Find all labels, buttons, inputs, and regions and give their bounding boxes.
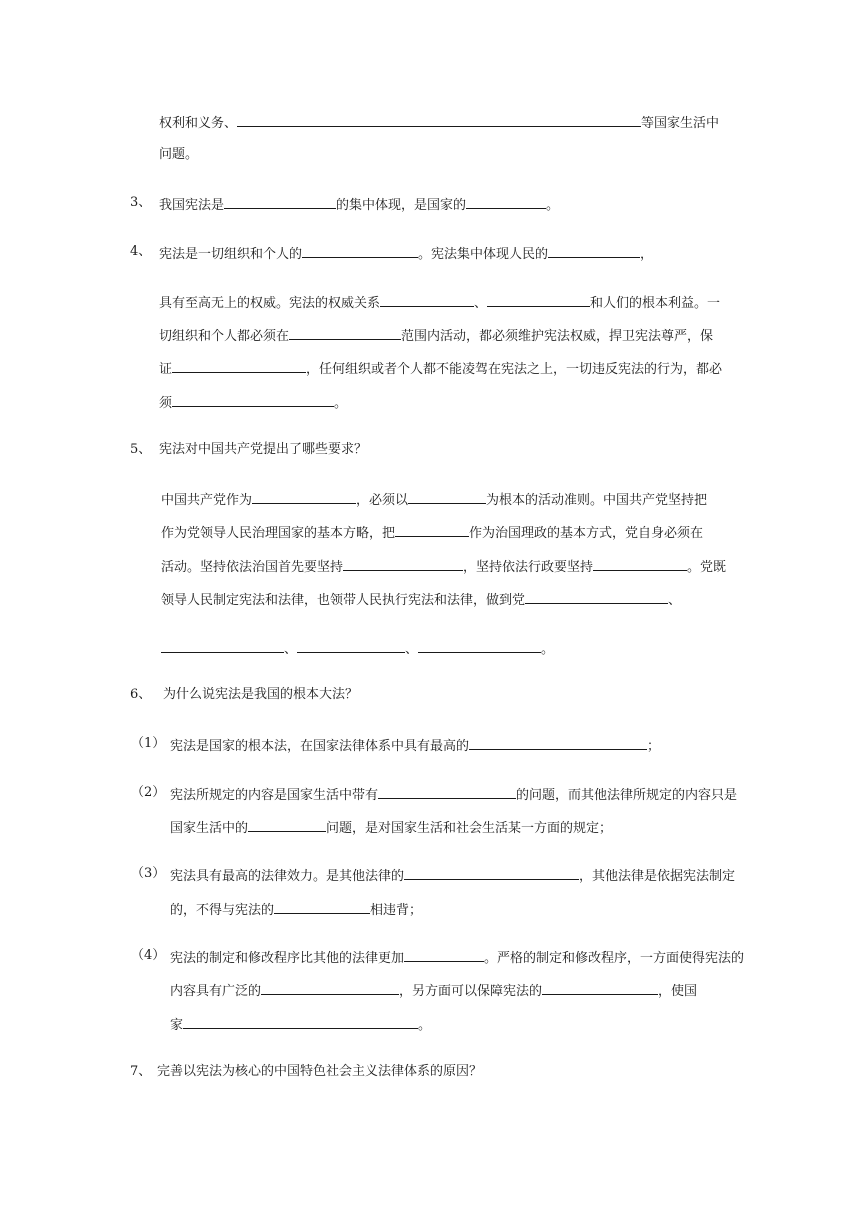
answer-blank[interactable]: [542, 980, 658, 995]
text: 问题，是对国家生活和社会生活某一方面的规定；: [326, 821, 613, 836]
answer-blank[interactable]: [487, 292, 590, 307]
text: 。: [546, 198, 560, 213]
text: ，: [640, 247, 654, 262]
question-6-number: 6、: [130, 687, 152, 702]
question-5-line-2: [161, 522, 703, 540]
question-4-number: 4、: [130, 244, 152, 259]
text: 问题。: [159, 147, 199, 162]
answer-blank[interactable]: [343, 556, 463, 571]
answer-blank[interactable]: [395, 522, 469, 537]
point-3-line-2: [170, 899, 422, 917]
answer-blank[interactable]: [404, 865, 579, 880]
text: ，必须以: [356, 493, 409, 508]
answer-blank[interactable]: [404, 947, 484, 962]
question-5-number: 5、: [130, 442, 152, 457]
point-4-line-3: [170, 1014, 431, 1032]
text: 内容具有广泛的: [170, 984, 262, 999]
text: 活动。坚持依法治国首先要坚持: [161, 560, 344, 575]
text: 等国家生活中: [641, 116, 720, 131]
point-4-label: （4）: [131, 948, 166, 963]
point-4-line-2: [170, 980, 697, 998]
text: 。党既: [687, 560, 727, 575]
answer-blank[interactable]: [297, 638, 405, 653]
text: 为根本的活动准则。中国共产党坚持把: [486, 493, 708, 508]
question-4-line-4: [159, 358, 722, 376]
text: 、: [474, 296, 488, 311]
answer-blank[interactable]: [378, 784, 516, 799]
text: 须: [159, 396, 173, 411]
text: 证: [159, 362, 173, 377]
answer-blank[interactable]: [289, 325, 401, 340]
question-5-line-1: [161, 489, 707, 507]
answer-blank[interactable]: [248, 817, 326, 832]
text: 、: [668, 593, 682, 608]
answer-blank[interactable]: [224, 194, 336, 209]
answer-blank[interactable]: [593, 556, 687, 571]
answer-blank[interactable]: [302, 243, 418, 258]
question-5-line-4: [161, 589, 681, 607]
answer-blank[interactable]: [418, 638, 541, 653]
text: 。宪法集中体现人民的: [418, 247, 549, 262]
text: ，坚持依法行政要坚持: [463, 560, 594, 575]
point-2-line-2: [170, 817, 612, 835]
question-4-line-5: [159, 392, 347, 410]
text: 领导人民制定宪法和法律，也领带人民执行宪法和法律，做到党: [161, 593, 526, 608]
point-2-line-1: [170, 784, 737, 802]
text: 具有至高无上的权威。宪法的权威关系: [159, 296, 381, 311]
text: 。严格的制定和修改程序，一方面使得宪法的: [484, 951, 745, 966]
answer-blank[interactable]: [548, 243, 640, 258]
text: 宪法所规定的内容是国家生活中带有: [170, 788, 379, 803]
text: 宪法具有最高的法律效力。是其他法律的: [170, 869, 405, 884]
answer-blank[interactable]: [237, 112, 641, 127]
answer-blank[interactable]: [172, 392, 334, 407]
answer-blank[interactable]: [466, 194, 546, 209]
text: ，使国: [658, 984, 698, 999]
point-1-label: （1）: [131, 736, 166, 751]
question-5-title: 宪法对中国共产党提出了哪些要求？: [159, 442, 368, 457]
text: 的，不得与宪法的: [170, 903, 275, 918]
text: 宪法的制定和修改程序比其他的法律更加: [170, 951, 405, 966]
text: 。: [418, 1018, 432, 1033]
answer-blank[interactable]: [525, 589, 668, 604]
text: 的问题，而其他法律所规定的内容只是: [516, 788, 738, 803]
text: ，另方面可以保障宪法的: [399, 984, 543, 999]
answer-blank[interactable]: [172, 358, 306, 373]
answer-blank[interactable]: [274, 899, 370, 914]
text: 。: [334, 396, 348, 411]
point-4-line-1: [170, 947, 744, 965]
question-7-number: 7、: [130, 1064, 152, 1079]
text: 家: [170, 1018, 184, 1033]
question-5-line-5: [161, 638, 554, 656]
q2-continuation-line-2: [159, 146, 198, 164]
text: 和人们的根本利益。一: [590, 296, 721, 311]
point-2-label: （2）: [131, 785, 166, 800]
text: 国家生活中的: [170, 821, 249, 836]
text: 切组织和个人都必须在: [159, 329, 290, 344]
text: 的集中体现，是国家的: [336, 198, 467, 213]
question-6-title: 为什么说宪法是我国的根本大法？: [163, 687, 359, 702]
text: 、: [284, 642, 298, 657]
question-4-line-3: [159, 325, 713, 343]
point-3-label: （3）: [131, 866, 166, 881]
text: ；: [647, 739, 661, 754]
text: ，任何组织或者个人都不能凌驾在宪法之上，一切违反宪法的行为，都必: [306, 362, 723, 377]
text: 相违背；: [370, 903, 423, 918]
text: 我国宪法是: [159, 198, 225, 213]
answer-blank[interactable]: [183, 1014, 418, 1029]
text: ，其他法律是依据宪法制定: [579, 869, 736, 884]
text: 。: [541, 642, 555, 657]
text: 中国共产党作为: [161, 493, 253, 508]
question-3-line: [159, 194, 559, 212]
text: 范围内活动，都必须维护宪法权威，捍卫宪法尊严，保: [401, 329, 714, 344]
question-4-line-2: [159, 292, 720, 310]
text: 宪法是一切组织和个人的: [159, 247, 303, 262]
text: 作为党领导人民治理国家的基本方略，把: [161, 526, 396, 541]
question-5-line-3: [161, 556, 726, 574]
text: 作为治国理政的基本方式，党自身必须在: [469, 526, 704, 541]
text: 、: [405, 642, 419, 657]
point-1-line: [170, 735, 660, 753]
point-3-line-1: [170, 865, 735, 883]
answer-blank[interactable]: [161, 638, 284, 653]
answer-blank[interactable]: [469, 735, 647, 750]
answer-blank[interactable]: [261, 980, 399, 995]
answer-blank[interactable]: [252, 489, 356, 504]
question-4-line-1: [159, 243, 653, 261]
answer-blank[interactable]: [408, 489, 486, 504]
question-7-title: 完善以宪法为核心的中国特色社会主义法律体系的原因？: [157, 1064, 483, 1079]
text: 权利和义务、: [159, 116, 238, 131]
q2-continuation-line-1: [159, 112, 719, 130]
question-3-number: 3、: [130, 195, 152, 210]
text: 宪法是国家的根本法，在国家法律体系中具有最高的: [170, 739, 470, 754]
answer-blank[interactable]: [380, 292, 474, 307]
